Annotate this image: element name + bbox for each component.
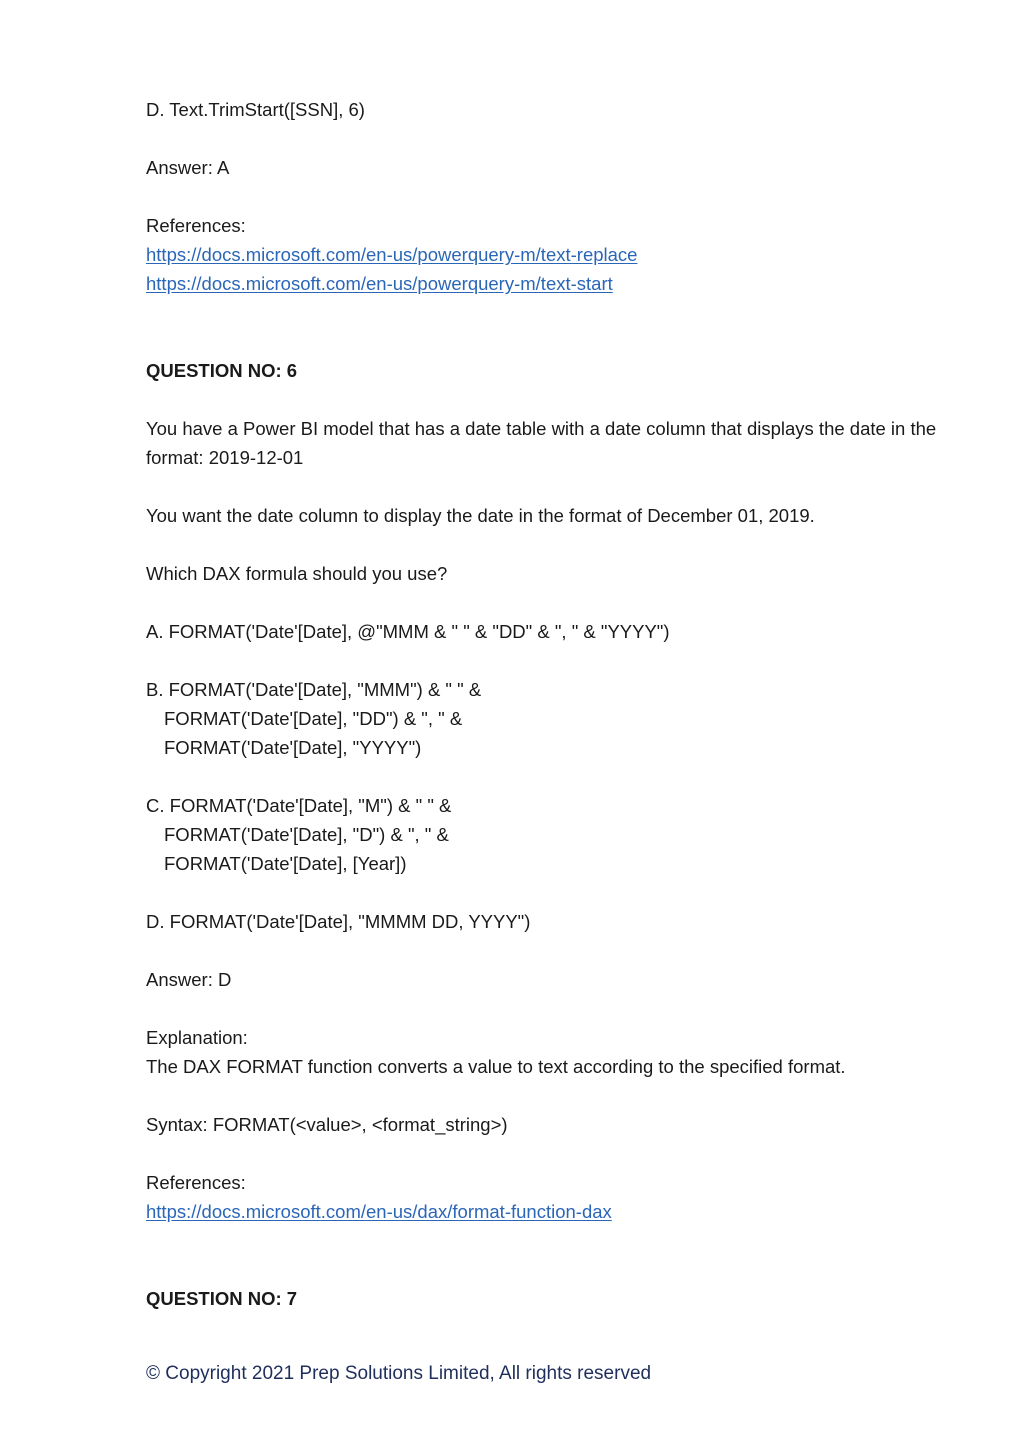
prev-references-label: References: <box>146 215 246 236</box>
question-6-answer: Answer: D <box>146 969 232 990</box>
option-c-line1: C. FORMAT('Date'[Date], "M") & " " & <box>146 795 452 816</box>
reference-link-text-start[interactable]: https://docs.microsoft.com/en-us/powerquery-m/text-start <box>146 273 613 294</box>
option-c-line3: FORMAT('Date'[Date], [Year]) <box>164 853 407 874</box>
syntax-line: Syntax: FORMAT(<value>, <format_string>) <box>146 1114 508 1135</box>
question-7-heading: QUESTION NO: 7 <box>146 1288 298 1309</box>
question-6-body-line1: You have a Power BI model that has a date table with a date column that displays the date in the <box>146 418 937 439</box>
question-6-body-line2: format: 2019-12-01 <box>146 447 304 468</box>
explanation-label: Explanation: <box>146 1027 248 1048</box>
explanation-text: The DAX FORMAT function converts a value to text according to the specified format. <box>146 1056 846 1077</box>
footer-copyright: © Copyright 2021 Prep Solutions Limited, All rights reserved <box>146 1363 652 1384</box>
option-b-line1: B. FORMAT('Date'[Date], "MMM") & " " & <box>146 679 482 700</box>
option-b-line3: FORMAT('Date'[Date], "YYYY") <box>164 737 422 758</box>
prev-answer: Answer: A <box>146 157 230 178</box>
reference-link-format-function[interactable]: https://docs.microsoft.com/en-us/dax/format-function-dax <box>146 1201 612 1222</box>
question-6-heading: QUESTION NO: 6 <box>146 360 298 381</box>
option-a: A. FORMAT('Date'[Date], @"MMM & " " & "DD" & ", " & "YYYY") <box>146 621 670 642</box>
option-d: D. FORMAT('Date'[Date], "MMMM DD, YYYY") <box>146 911 531 932</box>
reference-link-text-replace[interactable]: https://docs.microsoft.com/en-us/powerquery-m/text-replace <box>146 244 638 265</box>
question-6-prompt: Which DAX formula should you use? <box>146 563 448 584</box>
question-6-body2: You want the date column to display the date in the format of December 01, 2019. <box>146 505 815 526</box>
question-6-references-label: References: <box>146 1172 246 1193</box>
prev-option-d: D. Text.TrimStart([SSN], 6) <box>146 99 365 120</box>
option-c-line2: FORMAT('Date'[Date], "D") & ", " & <box>164 824 449 845</box>
option-b-line2: FORMAT('Date'[Date], "DD") & ", " & <box>164 708 463 729</box>
